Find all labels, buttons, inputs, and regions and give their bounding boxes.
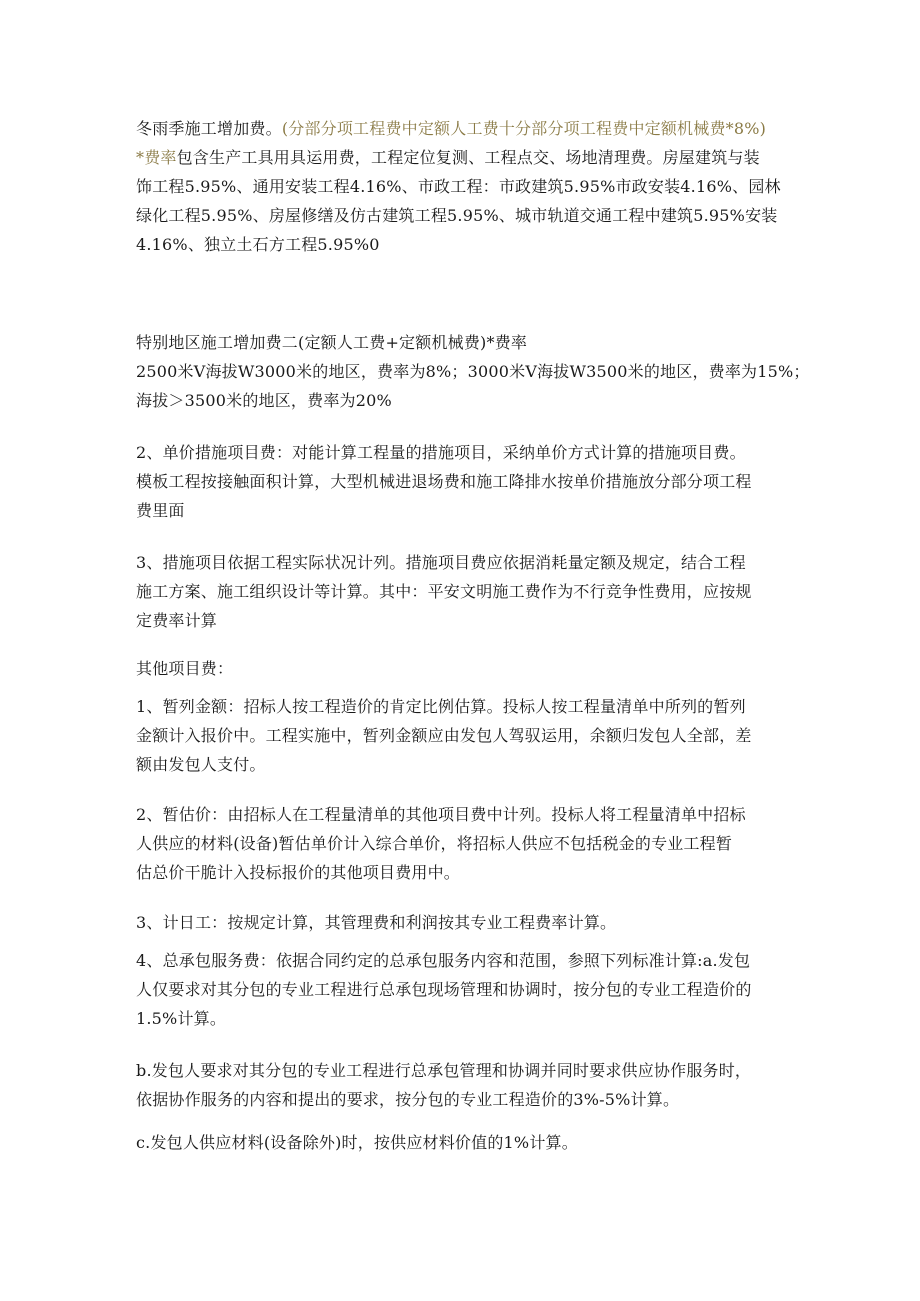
other-heading-text: 其他项目费： xyxy=(136,659,234,678)
unit-price-line-3: 费里面 xyxy=(136,501,185,520)
measures-line-1: 3、措施项目依据工程实际状况计列。措施项目费应依据消耗量定额及规定，结合工程 xyxy=(136,553,746,572)
special-line-1: 特别地区施工增加费二(定额人工费+定额机械费)*费率 xyxy=(136,333,528,352)
special-area-paragraph xyxy=(136,328,810,415)
estimate-line-2: 人供应的材料(设备)暂估单价计入综合单价，将招标人供应不包括税金的专业工程暂 xyxy=(136,834,733,853)
contracting-line-3: 1.5%计算。 xyxy=(136,1009,227,1028)
measures-line-2: 施工方案、施工组织设计等计算。其中：平安文明施工费作为不行竞争性费用，应按规 xyxy=(136,582,752,601)
other-items-heading xyxy=(136,654,796,683)
provisional-sum-paragraph xyxy=(136,692,796,779)
dayworks-line-1: 3、计日工：按规定计算，其管理费和利润按其专业工程费率计算。 xyxy=(136,913,617,932)
winter-line-2-rest: 包含生产工具用具运用费，工程定位复测、工程点交、场地清理费。房屋建筑与装 xyxy=(176,148,760,167)
provisional-line-1: 1、暂列金额：招标人按工程造价的肯定比例估算。投标人按工程量清单中所列的暂列 xyxy=(136,697,746,716)
estimate-line-1: 2、暂估价：由招标人在工程量清单的其他项目费中计列。投标人将工程量清单中招标 xyxy=(136,805,746,824)
winter-line-5: 4.16%、独立土石方工程5.95%0 xyxy=(136,235,380,254)
estimated-price-paragraph xyxy=(136,800,796,887)
contracting-c-paragraph xyxy=(136,1128,796,1157)
contracting-b-line-1: b.发包人要求对其分包的专业工程进行总承包管理和协调并同时要求供应协作服务时， xyxy=(136,1061,752,1080)
contracting-service-paragraph xyxy=(136,946,796,1033)
estimate-line-3: 估总价干脆计入投标报价的其他项目费用中。 xyxy=(136,863,461,882)
measures-project-paragraph xyxy=(136,548,796,635)
winter-lead: 冬雨季施工增加费。 xyxy=(136,119,282,138)
winter-construction-paragraph xyxy=(136,114,796,259)
winter-line-4: 绿化工程5.95%、房屋修缮及仿古建筑工程5.95%、城市轨道交通工程中建筑5.95%安装 xyxy=(136,206,778,225)
provisional-line-2: 金额计入报价中。工程实施中，暂列金额应由发包人驾驭运用，余额归发包人全部，差 xyxy=(136,726,752,745)
measures-line-3: 定费率计算 xyxy=(136,611,218,630)
winter-formula: (分部分项工程费中定额人工费十分部分项工程费中定额机械费*8%) xyxy=(281,119,767,138)
provisional-line-3: 额由发包人支付。 xyxy=(136,755,266,774)
contracting-line-2: 人仅要求对其分包的专业工程进行总承包现场管理和协调时，按分包的专业工程造价的 xyxy=(136,980,752,999)
winter-line-3: 饰工程5.95%、通用安装工程4.16%、市政工程：市政建筑5.95%市政安装4.16%、园林 xyxy=(136,177,781,196)
contracting-c-line-1: c.发包人供应材料(设备除外)时，按供应材料价值的1%计算。 xyxy=(136,1133,578,1152)
special-line-3: 海拔＞3500米的地区，费率为20% xyxy=(136,391,392,410)
contracting-b-paragraph xyxy=(136,1056,796,1114)
winter-line-2 xyxy=(136,143,796,172)
unit-price-line-1: 2、单价措施项目费：对能计算工程量的措施项目，采纳单价方式计算的措施项目费。 xyxy=(136,443,746,462)
winter-line-1 xyxy=(136,114,796,143)
contracting-b-line-2: 依据协作服务的内容和提出的要求，按分包的专业工程造价的3%-5%计算。 xyxy=(136,1090,680,1109)
unit-price-measures-paragraph xyxy=(136,438,796,525)
dayworks-paragraph xyxy=(136,908,796,937)
unit-price-line-2: 模板工程按接触面积计算，大型机械进退场费和施工降排水按单价措施放分部分项工程 xyxy=(136,472,752,491)
special-line-2: 2500米V海拔W3000米的地区，费率为8%；3000米V海拔W3500米的地区，费率为15%； xyxy=(136,362,810,381)
winter-rate-prefix: *费率 xyxy=(136,148,177,167)
contracting-line-1: 4、总承包服务费：依据合同约定的总承包服务内容和范围，参照下列标准计算:a.发包 xyxy=(136,951,751,970)
